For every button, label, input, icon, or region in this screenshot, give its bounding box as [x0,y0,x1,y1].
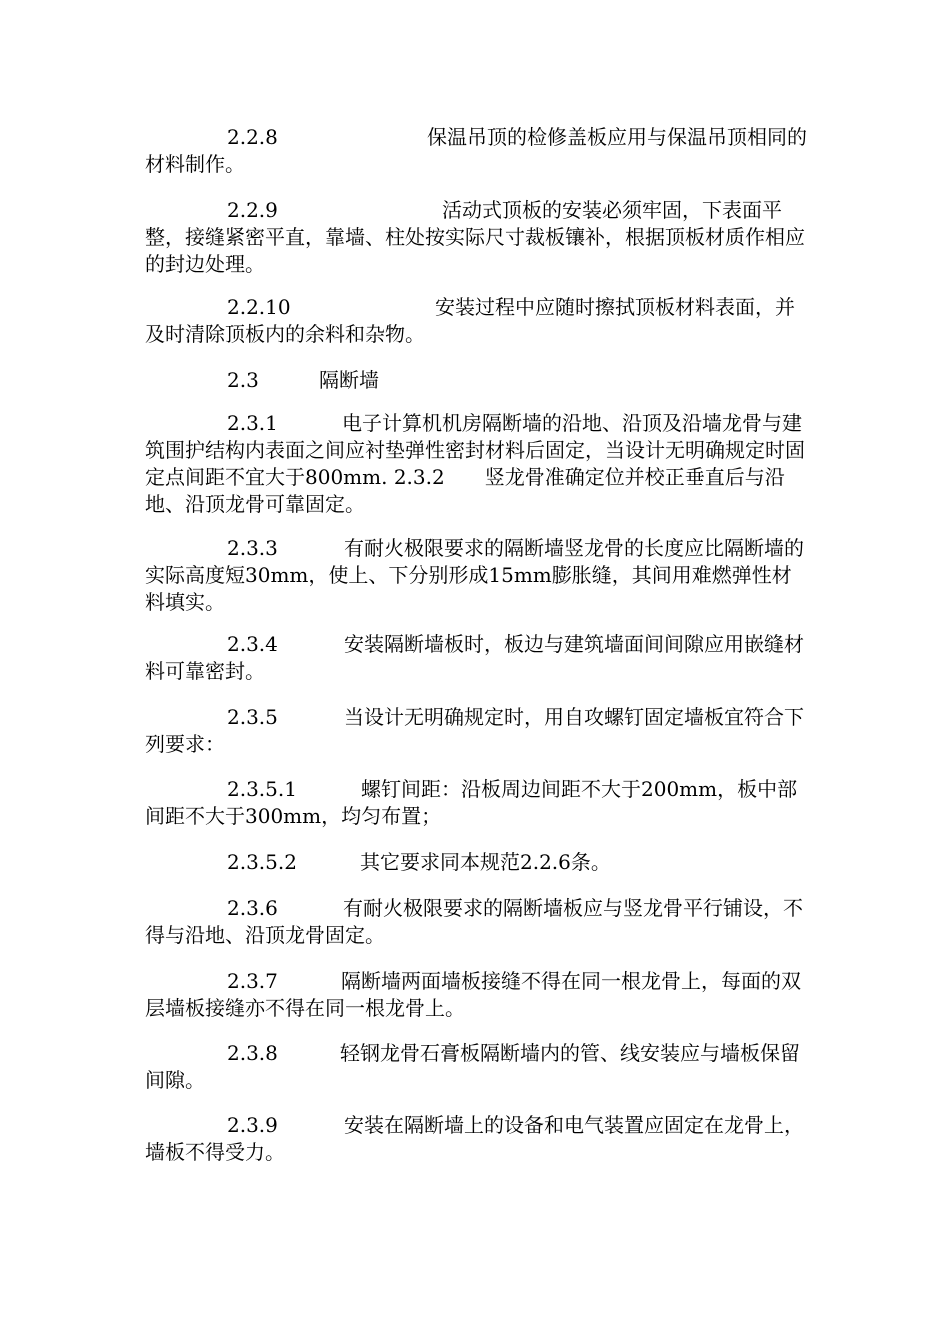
clause-2-3-9 [145,1112,807,1166]
clause-number: 2.3.6 [227,896,278,920]
clause-text: 有耐火极限要求的隔断墙板应与竖龙骨平行铺设，不得与沿地、沿顶龙骨固定。 [145,896,803,947]
clause-text: 当设计无明确规定时，用自攻螺钉固定墙板宜符合下列要求： [145,705,804,756]
clause-text: 安装隔断墙板时，板边与建筑墙面间间隙应用嵌缝材料可靠密封。 [145,632,804,683]
clause-2-3-6 [145,895,807,949]
clause-text: 活动式顶板的安装必须牢固，下表面平整，接缝紧密平直，靠墙、柱处按实际尺寸裁板镶补，根据顶板材质作相应的封边处理。 [145,198,805,276]
clause-number: 2.3.5 [227,705,278,729]
clause-2-3-3 [145,535,807,616]
clause-number: 2.2.8 [227,125,278,149]
clause-text: 安装过程中应随时擦拭顶板材料表面，并及时清除顶板内的余料和杂物。 [145,295,795,346]
clause-number: 2.3.8 [227,1041,278,1065]
section-title: 隔断墙 [319,368,379,392]
clause-number: 2.3 [227,368,259,392]
clause-2-3-4 [145,631,807,685]
clause-2-3-5-2 [145,849,807,876]
clause-number: 2.3.7 [227,969,278,993]
clause-number: 2.2.10 [227,295,291,319]
clause-text: 螺钉间距：沿板周边间距不大于200mm，板中部间距不大于300mm，均匀布置； [145,777,798,828]
clause-2-2-9 [145,197,807,278]
clause-number: 2.3.3 [227,536,278,560]
clause-number: 2.3.9 [227,1113,278,1137]
clause-2-3-8 [145,1040,807,1094]
clause-number: 2.2.9 [227,198,278,222]
clause-2-2-10 [145,294,807,348]
clause-number: 2.3.4 [227,632,278,656]
clause-2-3-5-1 [145,776,807,830]
clause-2-3-1 [145,410,807,518]
clause-number: 2.3.5.1 [227,777,297,801]
clause-number: 2.3.5.2 [227,850,297,874]
clause-text: 隔断墙两面墙板接缝不得在同一根龙骨上，每面的双层墙板接缝亦不得在同一根龙骨上。 [145,969,801,1020]
clause-text: 其它要求同本规范2.2.6条。 [360,850,611,874]
clause-number: 2.3.1 [227,411,278,435]
clause-text: 有耐火极限要求的隔断墙竖龙骨的长度应比隔断墙的实际高度短30mm，使上、下分别形成15mm膨胀缝，其间用难燃弹性材料填实。 [145,536,804,614]
clause-2-3-7 [145,968,807,1022]
clause-text: 轻钢龙骨石膏板隔断墙内的管、线安装应与墙板保留间隙。 [145,1041,800,1092]
clause-text: 电子计算机机房隔断墙的沿地、沿顶及沿墙龙骨与建筑围护结构内表面之间应衬垫弹性密封材料后固定，当设计无明确规定时固定点间距不宜大于800mm. 2.3.2 竖龙骨准确定位并校正垂直后与沿地、沿顶龙骨可靠固定。 [145,411,805,516]
clause-2-2-8 [145,124,807,178]
clause-2-3-5 [145,704,807,758]
clause-text: 保温吊顶的检修盖板应用与保温吊顶相同的材料制作。 [145,125,807,176]
section-2-3-heading [145,367,807,394]
clause-text: 安装在隔断墙上的设备和电气装置应固定在龙骨上，墙板不得受力。 [145,1113,804,1164]
